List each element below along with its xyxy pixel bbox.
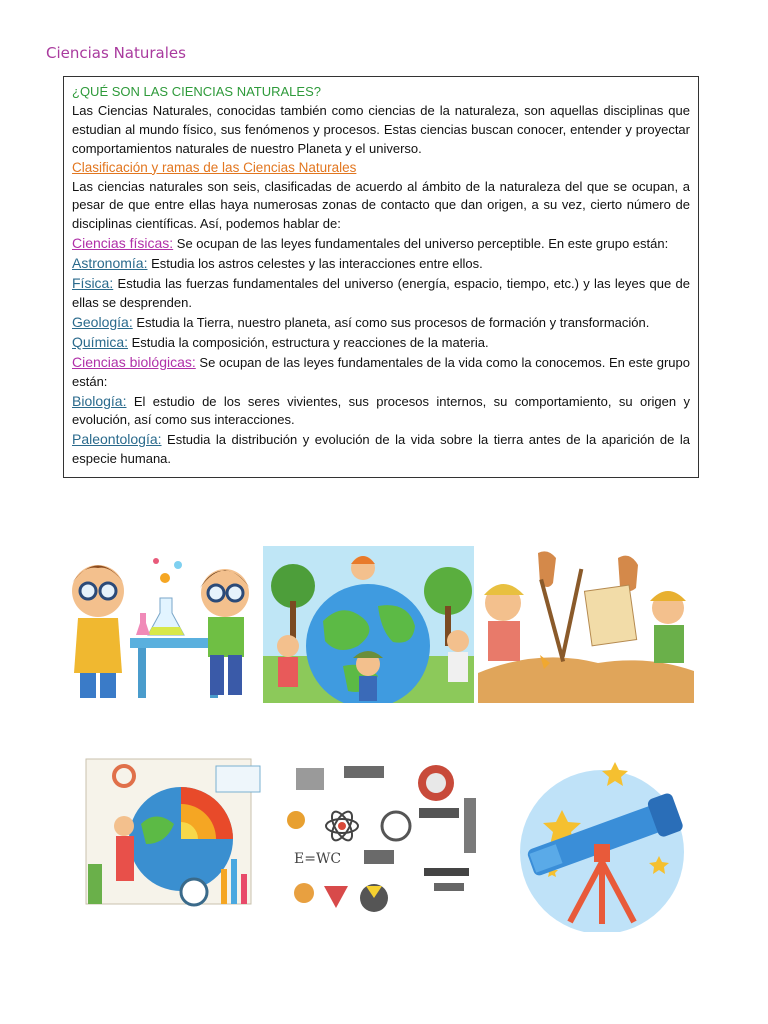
classification-paragraph: Las ciencias naturales son seis, clasificadas de acuerdo al ámbito de la naturaleza del que se ocupan, a pesar de que entre ellas haya numerosas zonas de contacto que dan origen, a su vez, cierto número de disciplinas científicas. Así, podemos hablar de: xyxy=(72,178,690,232)
item-quimica xyxy=(72,333,690,353)
term-quimica: Química: xyxy=(72,333,129,350)
term-ciencias-fisicas: Ciencias físicas: xyxy=(72,235,174,252)
geology-illustration xyxy=(66,744,270,914)
paleontology-kids-illustration xyxy=(478,543,694,703)
item-astronomia xyxy=(72,254,690,274)
item-biologia xyxy=(72,392,690,431)
desc-ciencias-fisicas: Se ocupan de las leyes fundamentales del universo perceptible. En este grupo están: xyxy=(173,236,669,252)
desc-biologia: El estudio de los seres vivientes, sus procesos internos, su comportamiento, su origen y evolución, así como sus interacciones. xyxy=(72,393,690,428)
chemistry-kids-illustration xyxy=(60,543,258,703)
document-title: Ciencias Naturales xyxy=(46,44,186,62)
item-ciencias-biologicas xyxy=(72,353,690,392)
telescope-illustration xyxy=(506,752,698,932)
physics-tools-illustration xyxy=(284,758,490,920)
desc-astronomia: Estudia los astros celestes y las interacciones entre ellos. xyxy=(147,256,483,272)
info-text-box xyxy=(63,76,699,478)
intro-paragraph: Las Ciencias Naturales, conocidas también como ciencias de la naturaleza, son aquellas disciplinas que estudian al mundo físico, sus fenómenos y procesos. Estas ciencias buscan conocer, entender y proyectar comportamientos naturales de nuestro Planeta y el universo. xyxy=(72,102,690,156)
classification-subheading: Clasificación y ramas de las Ciencias Naturales xyxy=(72,159,357,175)
item-ciencias-fisicas xyxy=(72,234,690,254)
item-fisica xyxy=(72,274,690,313)
globe-kids-illustration xyxy=(263,546,474,703)
desc-paleontologia: Estudia la distribución y evolución de la vida sobre la tierra antes de la aparición de la especie humana. xyxy=(72,432,690,467)
desc-geologia: Estudia la Tierra, nuestro planeta, así como sus procesos de formación y transformación. xyxy=(132,314,650,330)
term-paleontologia: Paleontología: xyxy=(72,431,162,448)
desc-ciencias-biologicas: Se ocupan de las leyes fundamentales de la vida como la conocemos. En este grupo están: xyxy=(72,354,690,389)
physics-formula-text: E=WC xyxy=(294,851,342,867)
term-ciencias-biologicas: Ciencias biológicas: xyxy=(72,353,196,370)
item-geologia xyxy=(72,313,690,333)
term-astronomia: Astronomía: xyxy=(72,255,148,272)
term-fisica: Física: xyxy=(72,275,114,292)
desc-fisica: Estudia las fuerzas fundamentales del universo (energía, espacio, tiempo, etc.) y las leyes que de ellas se desprenden. xyxy=(72,276,690,310)
desc-quimica: Estudia la composición, estructura y reacciones de la materia. xyxy=(128,334,489,350)
term-biologia: Biología: xyxy=(72,392,127,409)
term-geologia: Geología: xyxy=(72,313,133,330)
box-heading: ¿QUÉ SON LAS CIENCIAS NATURALES? xyxy=(72,84,321,99)
item-paleontologia xyxy=(72,430,690,469)
